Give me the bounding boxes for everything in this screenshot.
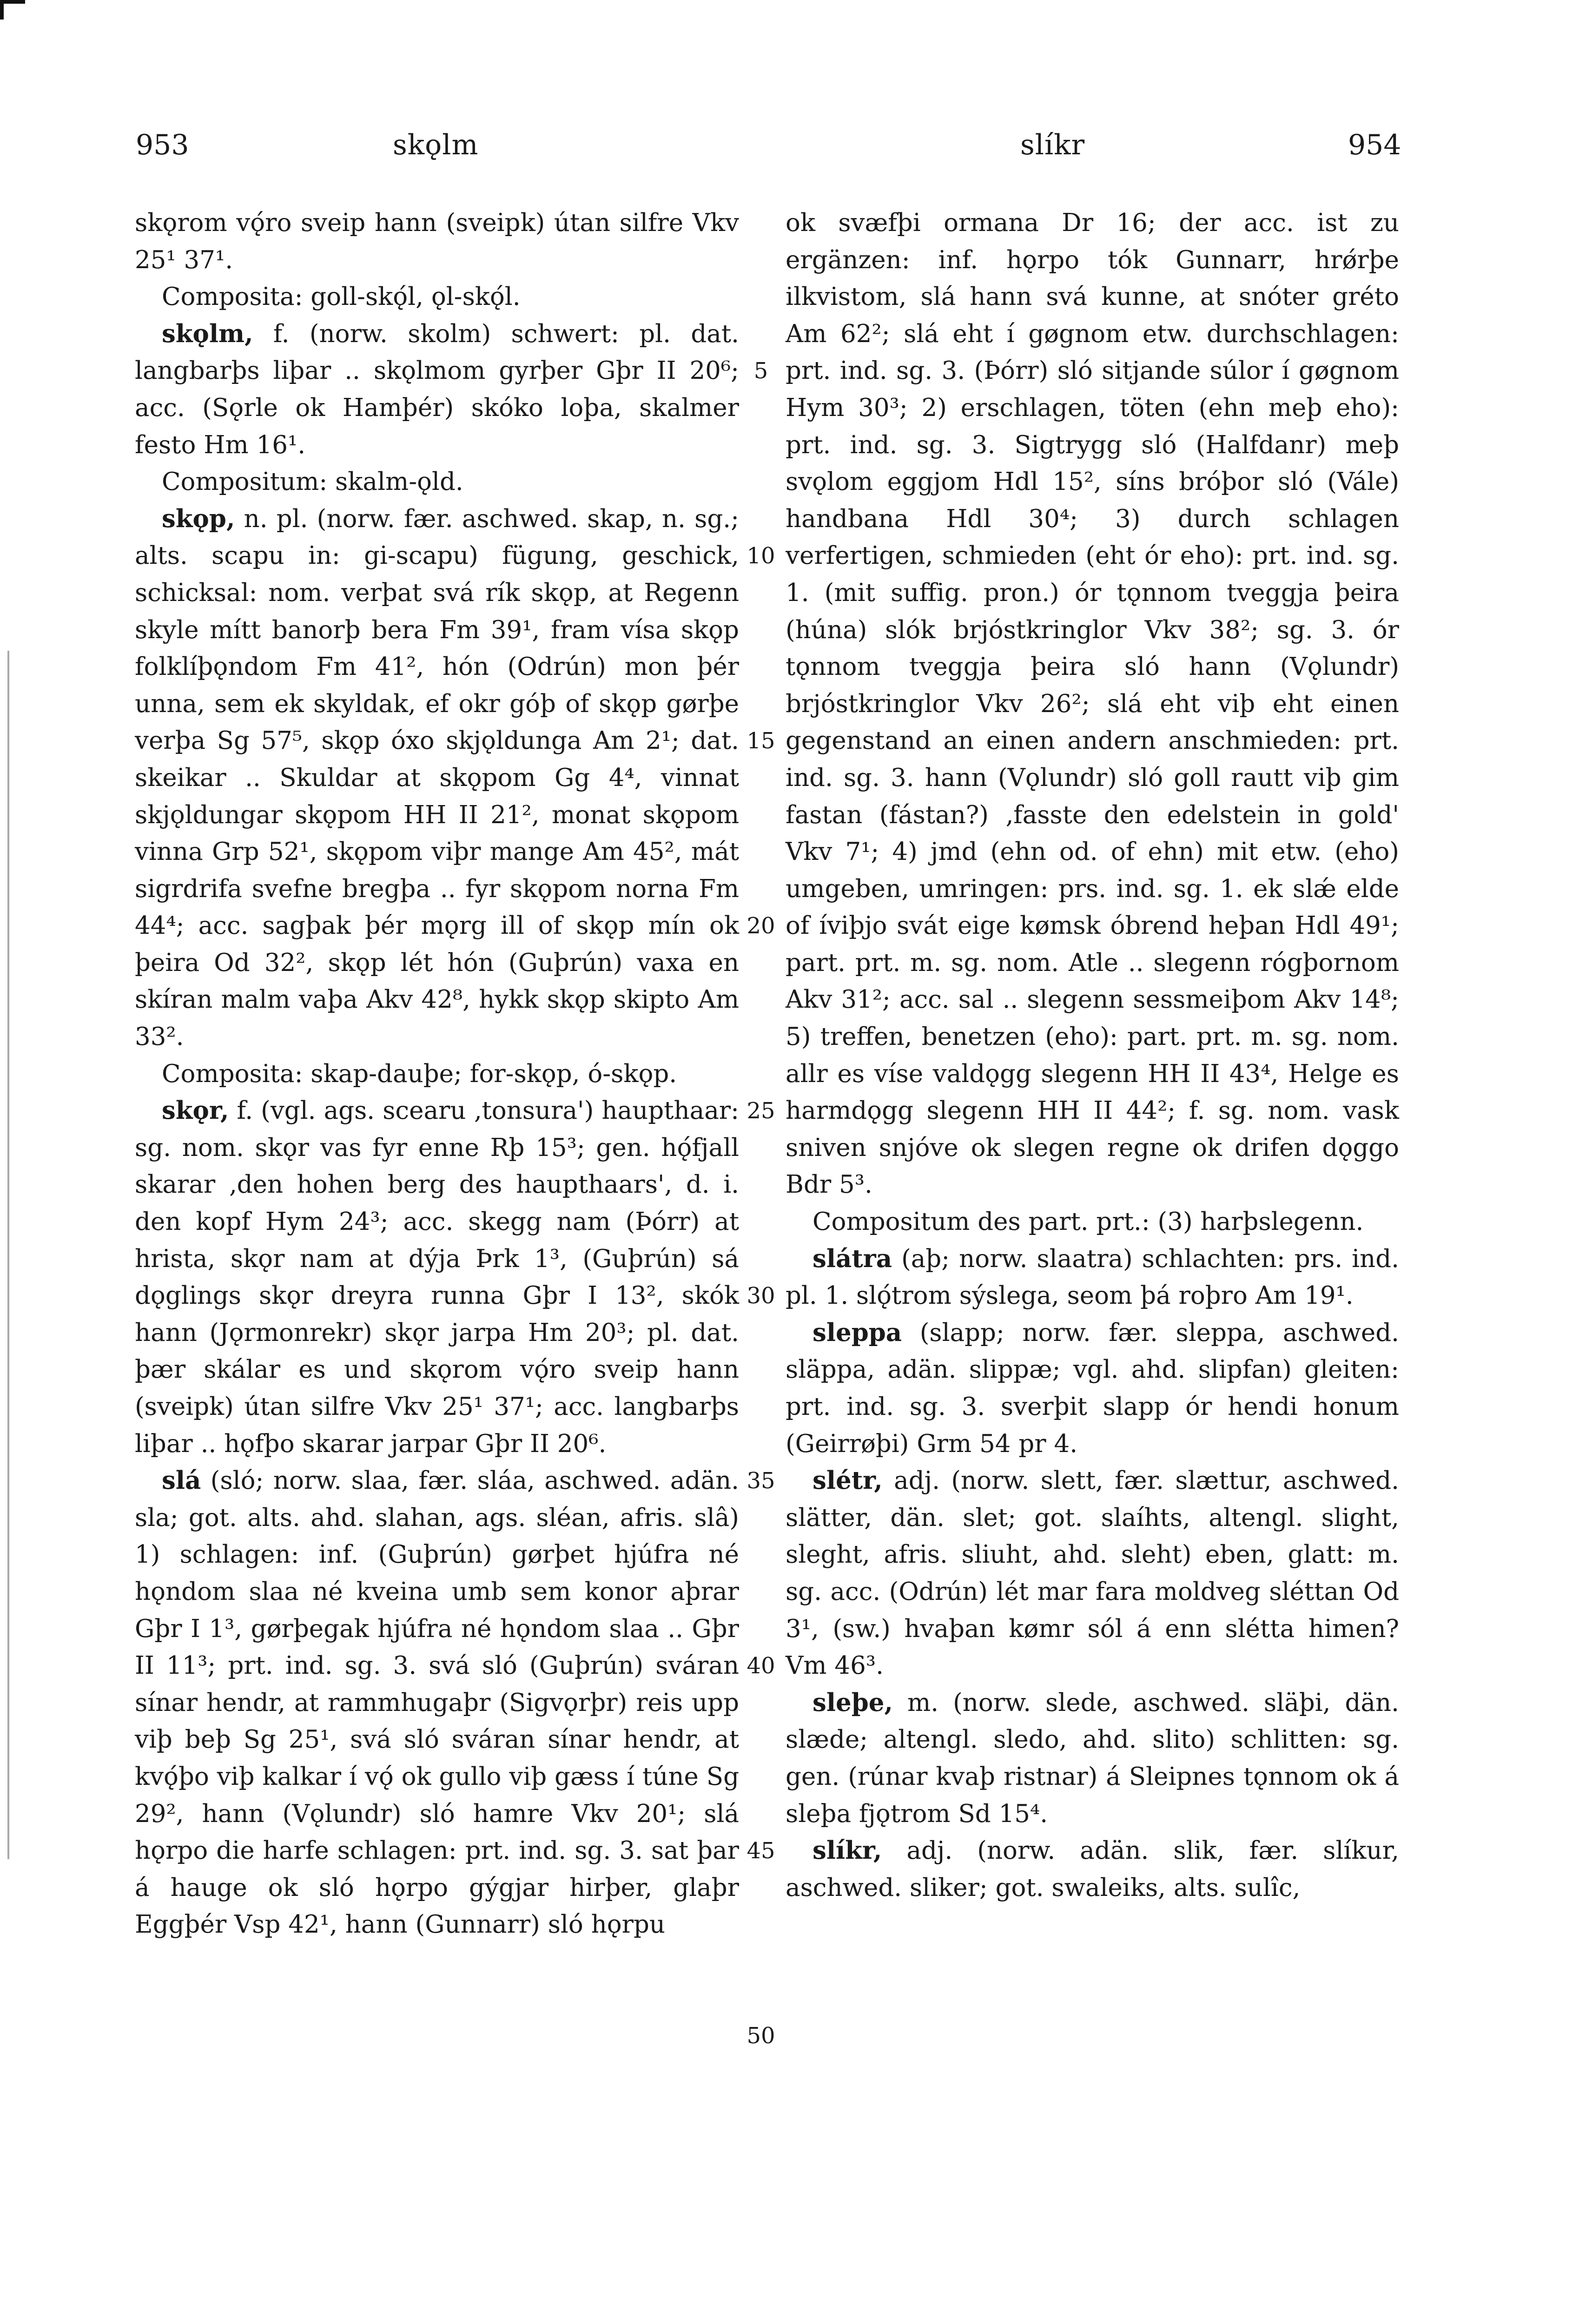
dictionary-entry: [786, 1462, 1399, 1684]
entry-headword: slíkr,: [813, 1836, 882, 1865]
dictionary-entry: [135, 316, 739, 463]
entry-headword: slétr,: [813, 1466, 883, 1495]
dictionary-entry: [786, 1832, 1399, 1906]
dictionary-entry: [135, 1056, 739, 1093]
right-running-head: slíkr: [1020, 129, 1085, 161]
entry-text: (slapp; norw. fær. sleppa, aschwed. släppa, adän. slippæ; vgl. ahd. slipfan) gleiten: prt. ind. sg. 3. sverþit slapp ór hendi honum (Geirrøþi) Grm 54 pr 4.: [786, 1318, 1399, 1458]
dictionary-entry: [135, 1462, 739, 1943]
dictionary-entry: [786, 1314, 1399, 1462]
left-page-number: 953: [136, 129, 189, 161]
dictionary-entry: [135, 1092, 739, 1462]
line-number: 15: [747, 728, 775, 754]
line-number: 25: [747, 1098, 775, 1124]
dictionary-entry: [135, 278, 739, 316]
line-number: 45: [747, 1838, 775, 1864]
entry-text: adj. (norw. slett, fær. slættur, aschwed. slätter, dän. slet; got. slaíhts, altengl. slight, sleght, afris. sliuht, ahd. sleht) eben, glatt: m. sg. acc. (Odrún) lét mar fara moldveg sléttan Od 3¹, (sw.) hvaþan kømr sól á enn slétta himen? Vm 46³.: [786, 1466, 1399, 1680]
entry-text: Compositum: skalm-ǫld.: [162, 468, 463, 496]
right-page-number: 954: [1348, 129, 1401, 161]
entry-text: (aþ; norw. slaatra) schlachten: prs. ind. pl. 1. slǫ́trom sýslega, seom þá roþro Am 19¹.: [786, 1244, 1399, 1310]
line-number: 10: [747, 543, 775, 569]
dictionary-entry: [786, 205, 1399, 1203]
entry-headword: skǫlm,: [162, 319, 253, 348]
entry-text: (sló; norw. slaa, fær. sláa, aschwed. adän. sla; got. alts. ahd. slahan, ags. sléan, afris. slâ) 1) schlagen: inf. (Guþrún) gørþet hjúfra né hǫndom slaa né kveina umb sem konor aþrar Gþr I 1³, gørþegak hjúfra né hǫndom slaa .. Gþr II 11³; prt. ind. sg. 3. svá sló (Guþrún) sváran sínar hendr, at rammhugaþr (Sigvǫrþr) reis upp viþ beþ Sg 25¹, svá sló sváran sínar hendr, at kvǫ́þo viþ kalkar í vǫ́ ok gullo viþ gæss í túne Sg 29², hann (Vǫlundr) sló hamre Vkv 20¹; slá hǫrpo die harfe schlagen: prt. ind. sg. 3. sat þar á hauge ok sló hǫrpo gýgjar hirþer, glaþr Eggþér Vsp 42¹, hann (Gunnarr) sló hǫrpu: [135, 1466, 739, 1939]
line-number: 40: [747, 1653, 775, 1679]
line-number: 5: [753, 358, 768, 384]
dictionary-entry: [786, 1241, 1399, 1314]
dictionary-entry: [786, 1684, 1399, 1832]
left-running-head: skǫlm: [393, 129, 479, 161]
dictionary-entry: [135, 501, 739, 1056]
entry-text: Composita: skap-dauþe; for-skǫp, ó-skǫp.: [162, 1059, 677, 1088]
entry-text: Compositum des part. prt.: (3) harþslegenn.: [813, 1208, 1364, 1236]
entry-headword: sleppa: [813, 1318, 902, 1347]
dictionary-entry: [786, 1203, 1399, 1241]
entry-text: f. (vgl. ags. scearu ‚tonsura') haupthaar: sg. nom. skǫr vas fyr enne Rþ 15³; gen. hǫ́fjall skarar ‚den hohen berg des haupthaars', d. i. den kopf Hym 24³; acc. skegg nam (Þórr) at hrista, skǫr nam at dýja Þrk 1³, (Guþrún) sá dǫglings skǫr dreyra runna Gþr I 13², skók hann (Jǫrmonrekr) skǫr jarpa Hm 20³; pl. dat. þær skálar es und skǫrom vǫ́ro sveip hann (sveipk) útan silfre Vkv 25¹ 37¹; acc. langbarþs liþar .. hǫfþo skarar jarpar Gþr II 20⁶.: [135, 1096, 739, 1458]
entry-text: skǫrom vǫ́ro sveip hann (sveipk) útan silfre Vkv 25¹ 37¹.: [135, 209, 739, 274]
entry-headword: slátra: [813, 1244, 892, 1273]
entry-text: ok svæfþi ormana Dr 16; der acc. ist zu ergänzen: inf. hǫrpo tók Gunnarr, hrǿrþe ilkvistom, slá hann svá kunne, at snóter gréto Am 62²; slá eht í gøgnom etw. durchschlagen: prt. ind. sg. 3. (Þórr) sló sitjande súlor í gøgnom Hym 30³; 2) erschlagen, töten (ehn meþ eho): prt. ind. sg. 3. Sigtrygg sló (Halfdanr) meþ svǫlom eggjom Hdl 15², síns bróþor sló (Vále) handbana Hdl 30⁴; 3) durch schlagen verfertigen, schmieden (eht ór eho): prt. ind. sg. 1. (mit suffig. pron.) ór tǫnnom tveggja þeira (húna) slók brjóstkringlor Vkv 38²; sg. 3. ór tǫnnom tveggja þeira sló hann (Vǫlundr) brjóstkringlor Vkv 26²; slá eht viþ eht einen gegenstand an einen andern anschmieden: prt. ind. sg. 3. hann (Vǫlundr) sló goll rautt viþ gim fastan (fástan?) ‚fasste den edelstein in gold' Vkv 7¹; 4) jmd (ehn od. of ehn) mit etw. (eho) umgeben, umringen: prs. ind. sg. 1. ek slǽ elde of íviþjo svát eige kømsk óbrend heþan Hdl 49¹; part. prt. m. sg. nom. Atle .. slegenn rógþornom Akv 31²; acc. sal .. slegenn sessmeiþom Akv 14⁸; 5) treffen, benetzen (eho): part. prt. m. sg. nom. allr es víse valdǫgg slegenn HH II 43⁴, Helge es harmdǫgg slegenn HH II 44²; f. sg. nom. vask sniven snjóve ok slegen regne ok drifen dǫggo Bdr 5³.: [786, 209, 1399, 1199]
entry-headword: skǫp,: [162, 504, 235, 533]
scan-corner-mark: [0, 0, 25, 20]
entry-text: Composita: goll-skǫ́l, ǫl-skǫ́l.: [162, 283, 521, 311]
entry-text: n. pl. (norw. fær. aschwed. skap, n. sg.; alts. scapu in: gi-scapu) fügung, geschick, schicksal: nom. verþat svá rík skǫp, at Regenn skyle mítt banorþ bera Fm 39¹, fram vísa skǫp folklíþǫndom Fm 41², hón (Odrún) mon þér unna, sem ek skyldak, ef okr góþ of skǫp gørþe verþa Sg 57⁵, skǫp óxo skjǫldunga Am 2¹; dat. skeikar .. Skuldar at skǫpom Gg 4⁴, vinnat skjǫldungar skǫpom HH II 21², monat skǫpom vinna Grp 52¹, skǫpom viþr mange Am 45², mát sigrdrifa svefne bregþa .. fyr skǫpom norna Fm 44⁴; acc. sagþak þér mǫrg ill of skǫp mín ok þeira Od 32², skǫp lét hón (Guþrún) vaxa en skíran malm vaþa Akv 42⁸, hykk skǫp skipto Am 33².: [135, 504, 739, 1051]
line-number: 30: [747, 1283, 775, 1309]
dictionary-entry: [135, 205, 739, 278]
scan-edge-rule: [7, 651, 9, 1859]
line-number: 35: [747, 1468, 775, 1494]
line-number: 50: [747, 2023, 775, 2049]
entry-headword: sleþe,: [813, 1688, 893, 1717]
line-number: 20: [747, 913, 775, 939]
right-column: [786, 205, 1399, 1906]
dictionary-entry: [135, 463, 739, 501]
entry-text: adj. (norw. adän. slik, fær. slíkur, aschwed. sliker; got. swaleiks, alts. sulîc,: [786, 1836, 1399, 1902]
left-column: [135, 205, 739, 1943]
entry-text: m. (norw. slede, aschwed. släþi, dän. slæde; altengl. sledo, ahd. slito) schlitten: sg. gen. (rúnar kvaþ ristnar) á Sleipnes tǫnnom ok á sleþa fjǫtrom Sd 15⁴.: [786, 1688, 1399, 1828]
entry-headword: skǫr,: [162, 1096, 229, 1125]
entry-text: f. (norw. skolm) schwert: pl. dat. langbarþs liþar .. skǫlmom gyrþer Gþr II 20⁶; acc. (Sǫrle ok Hamþér) skóko loþa, skalmer festo Hm 16¹.: [135, 319, 739, 459]
entry-headword: slá: [162, 1466, 201, 1495]
